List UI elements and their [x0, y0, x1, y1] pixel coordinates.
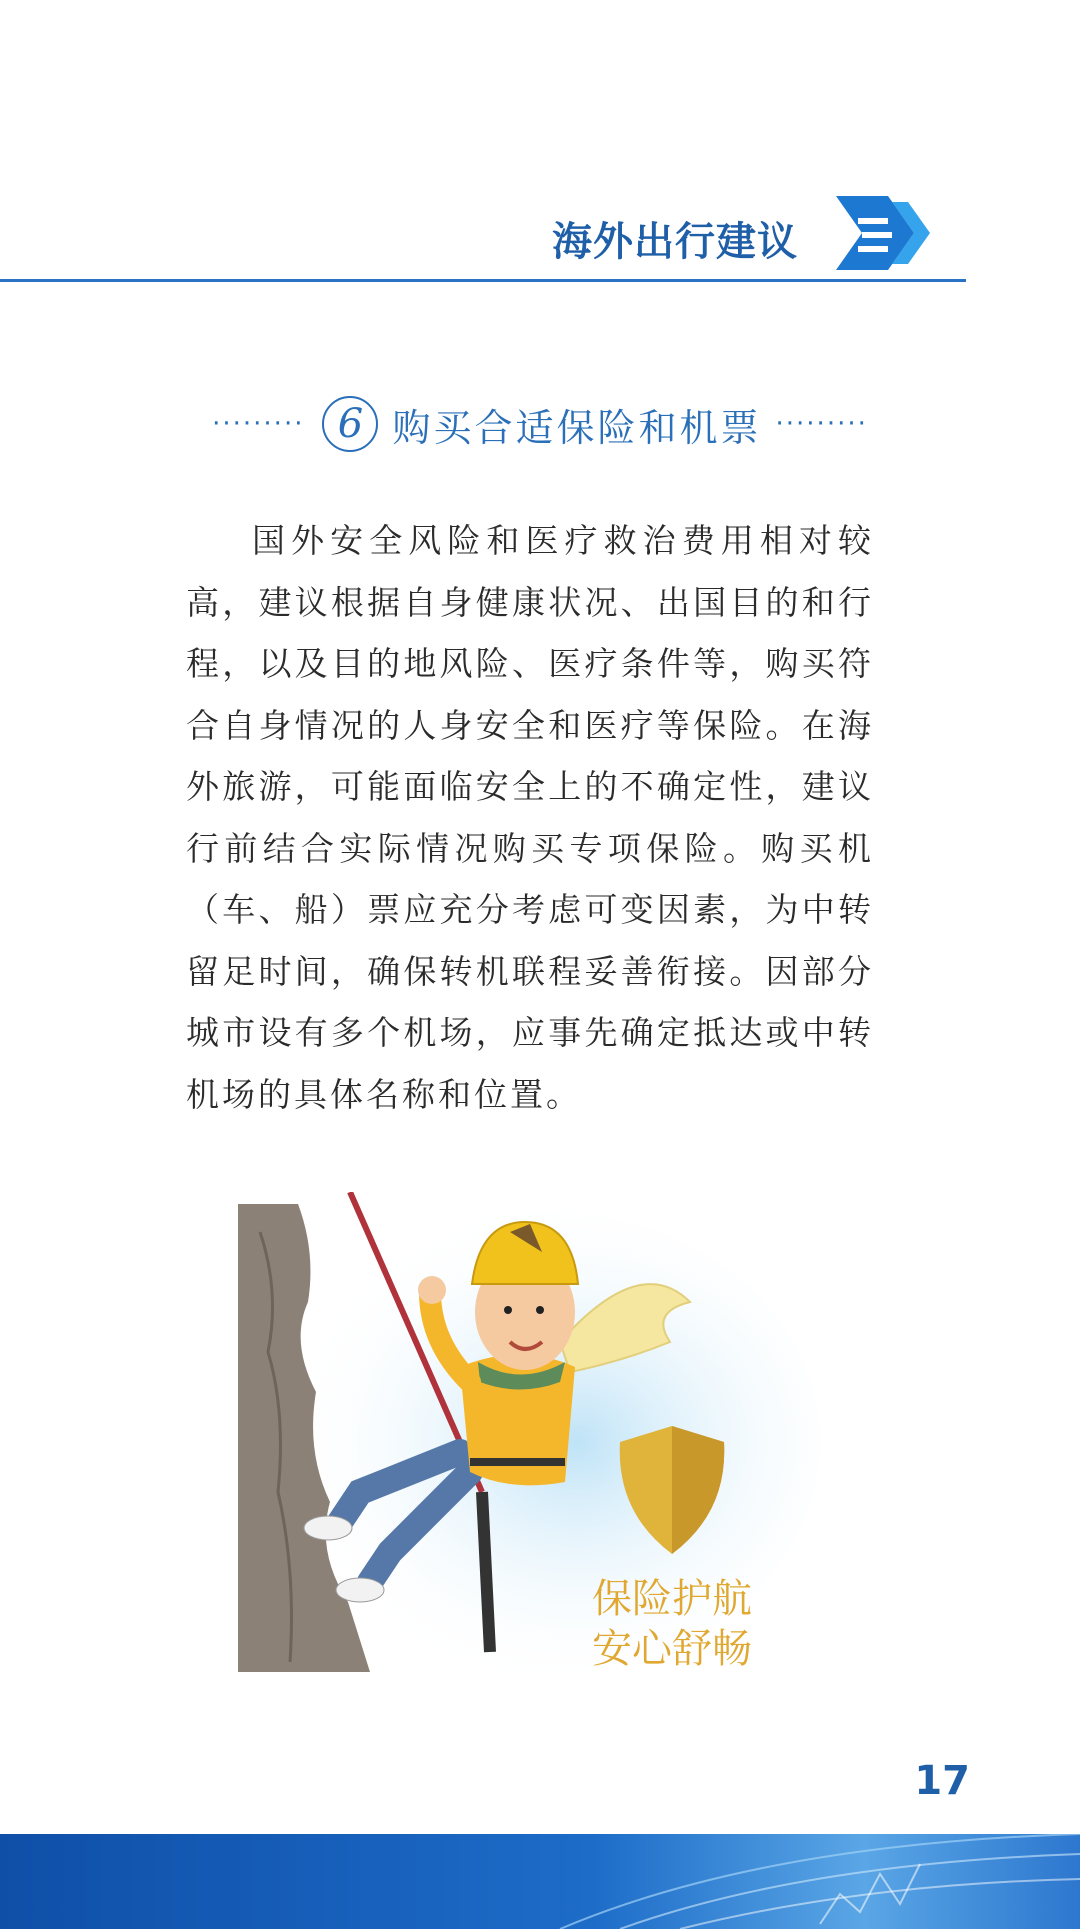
header-divider [0, 279, 966, 282]
slogan-line1: 保险护航 [592, 1576, 752, 1622]
body-paragraph: 国外安全风险和医疗救治费用相对较高，建议根据自身健康状况、出国目的和行程，以及目的地风险、医疗条件等，购买符合自身情况的人身安全和医疗等保险。在海外旅游，可能面临安全上的不确定性，建议行前结合实际情况购买专项保险。购买机（车、船）票应充分考虑可变因素，为中转留足时间，确保转机联程妥善衔接。因部分城市设有多个机场，应事先确定抵达或中转机场的具体名称和位置。 [186, 521, 874, 1114]
climber-illustration [220, 1192, 820, 1692]
page-number: 17 [914, 1758, 970, 1804]
slogan-line2: 安心舒畅 [592, 1626, 752, 1672]
footer-band [0, 1834, 1080, 1929]
dots-left: ········· [212, 409, 305, 439]
header-title: 海外出行建议 [552, 219, 798, 265]
footer-decoration [0, 1834, 1080, 1929]
section-heading [210, 392, 870, 456]
dots-right: ········· [775, 409, 868, 439]
section-title: 购买合适保险和机票 [392, 405, 762, 450]
double-chevron-icon [832, 188, 942, 278]
section-number: 6 [322, 396, 378, 452]
